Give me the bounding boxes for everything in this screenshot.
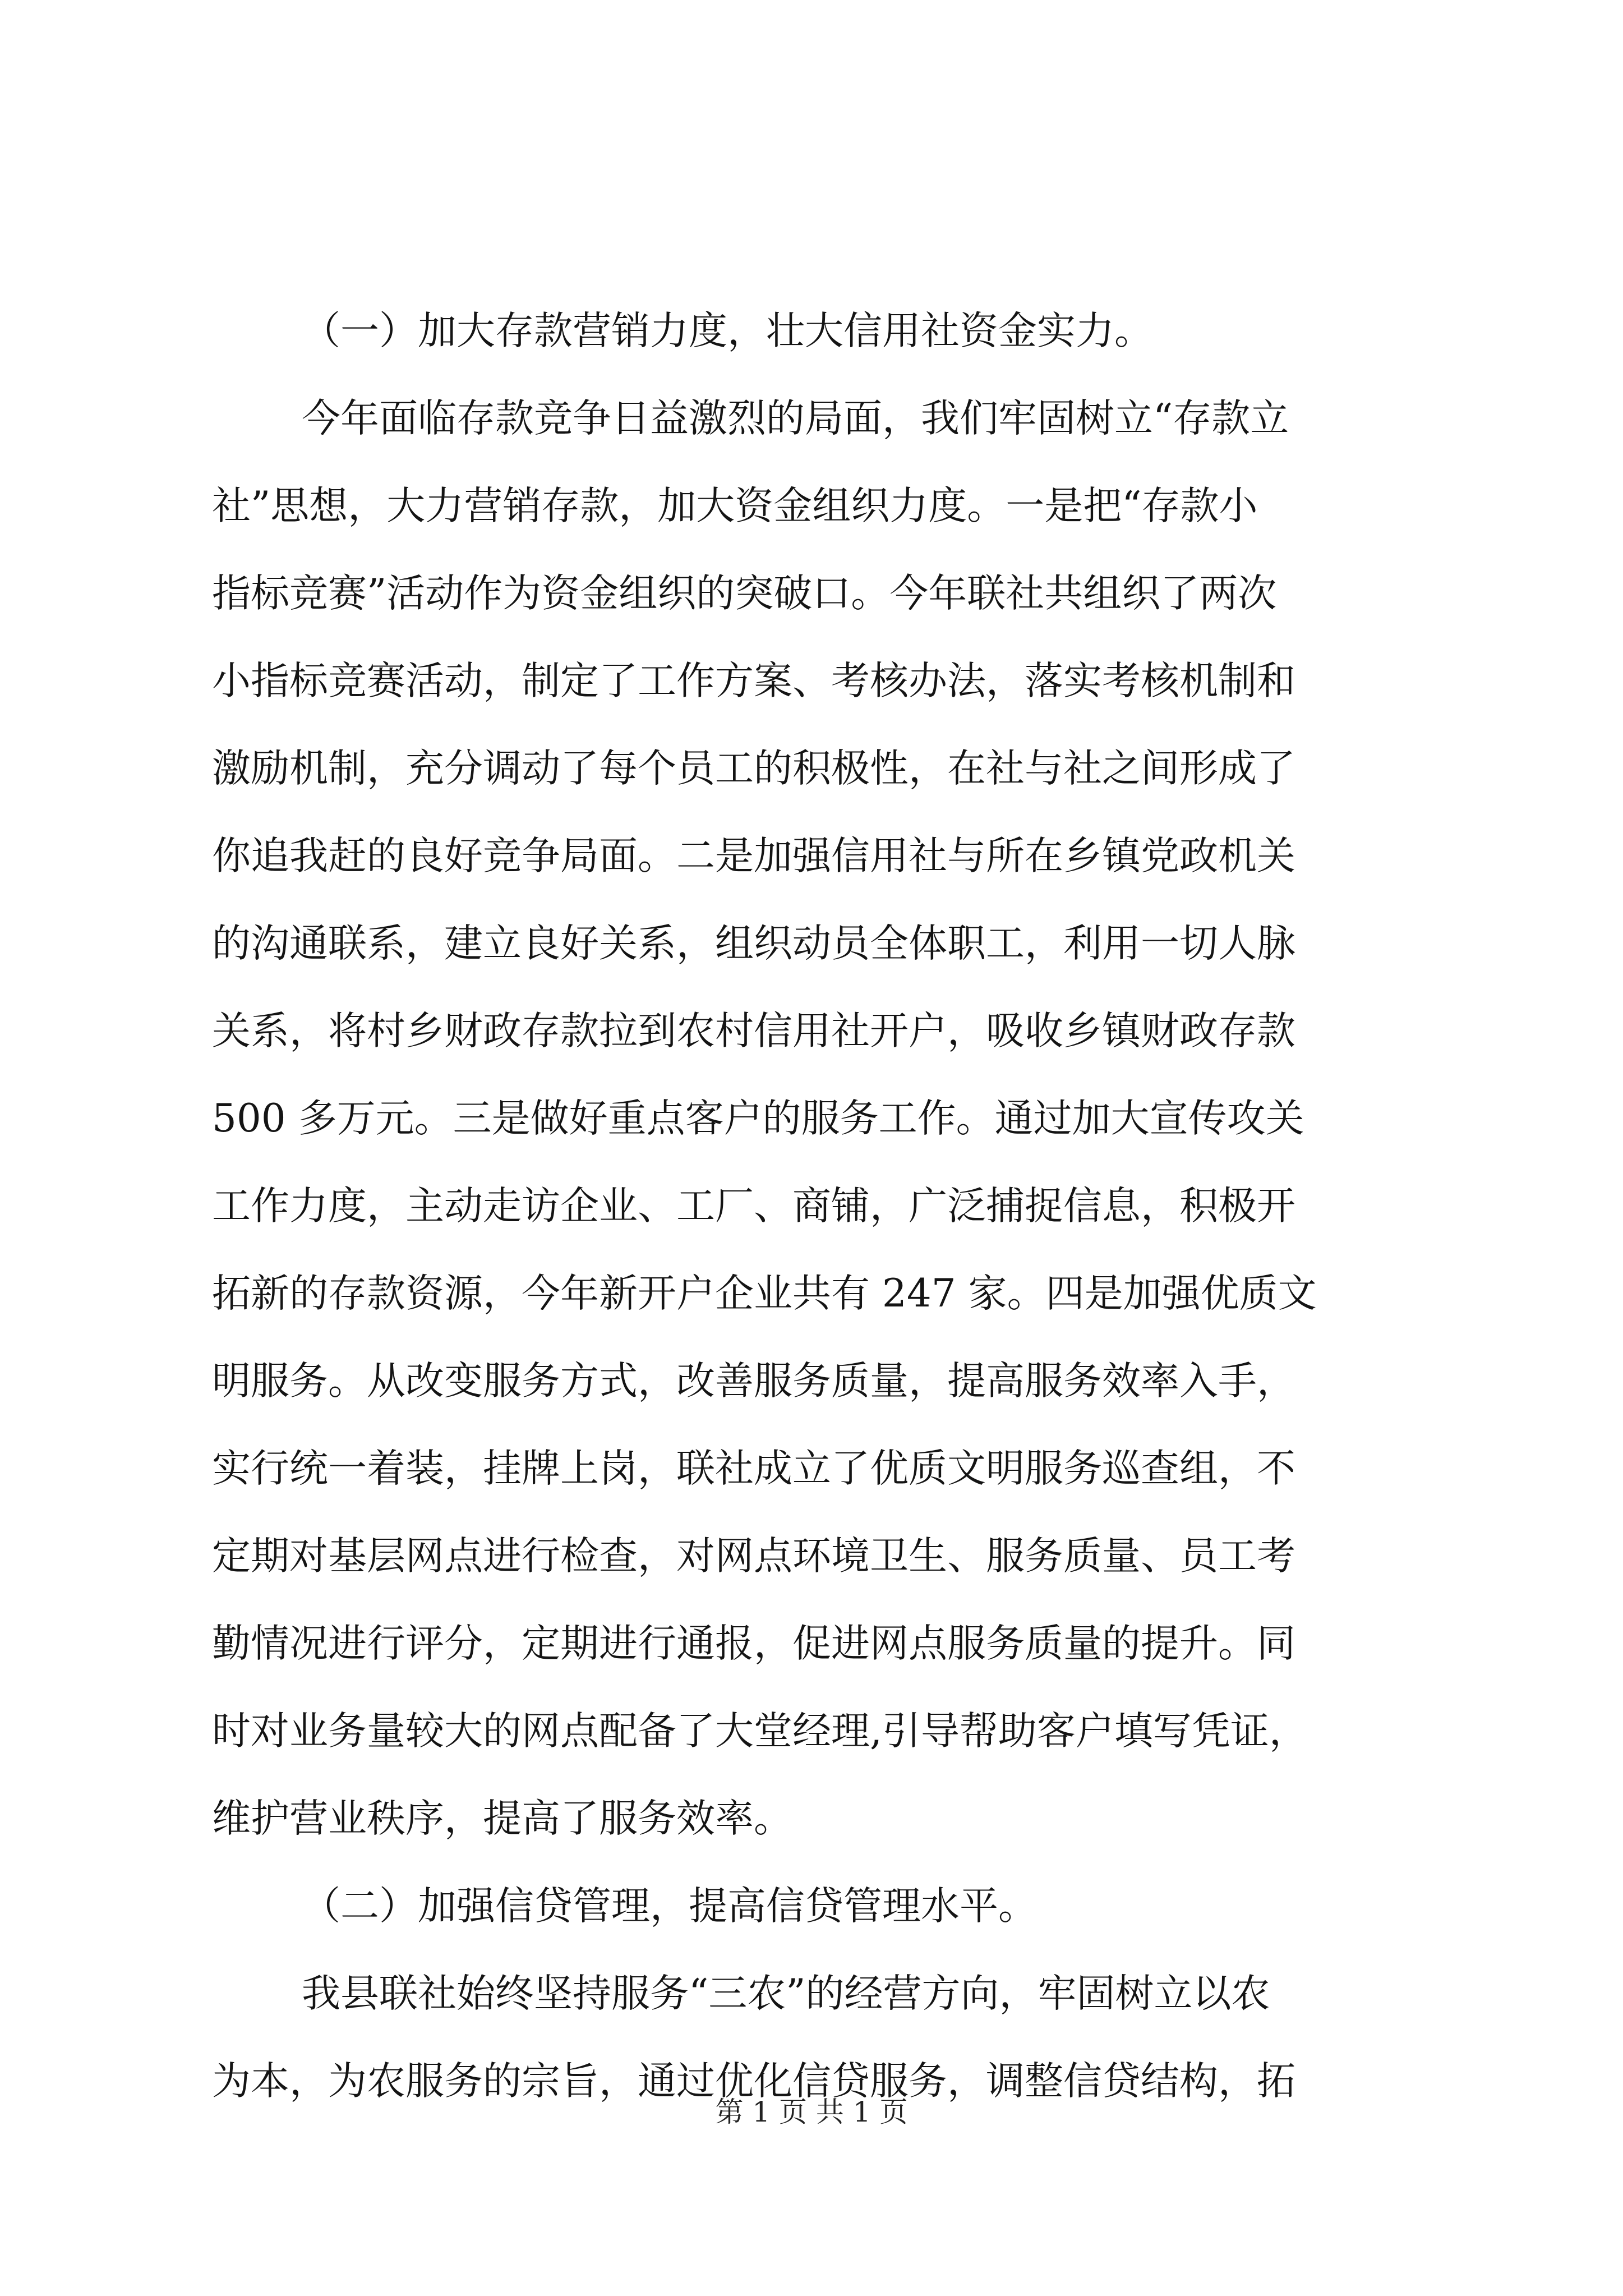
section-heading: （一）加大存款营销力度，壮大信用社资金实力。 [302,309,1153,353]
paragraph-line: 社”思想，大力营销存款，加大资金组织力度。一是把“存款小 [212,484,1258,528]
paragraph-line: 为本，为农服务的宗旨，通过优化信贷服务，调整信贷结构，拓 [212,2059,1295,2104]
paragraph-line: 工作力度，主动走访企业、工厂、商铺，广泛捕捉信息，积极开 [212,1184,1295,1228]
paragraph-line: 定期对基层网点进行检查，对网点环境卫生、服务质量、员工考 [212,1534,1295,1579]
paragraph-line: 明服务。从改变服务方式，改善服务质量，提高服务效率入手， [212,1359,1295,1404]
paragraph-line: 我县联社始终坚持服务“三农”的经营方向，牢固树立以农 [302,1971,1270,2016]
section-heading: （二）加强信贷管理，提高信贷管理水平。 [302,1884,1037,1929]
paragraph-line: 的沟通联系，建立良好关系，组织动员全体职工，利用一切人脉 [212,921,1295,966]
paragraph-line: 今年面临存款竞争日益激烈的局面，我们牢固树立“存款立 [302,396,1289,441]
paragraph-line: 指标竞赛”活动作为资金组织的突破口。今年联社共组织了两次 [212,571,1277,616]
paragraph-line: 关系，将村乡财政存款拉到农村信用社开户，吸收乡镇财政存款 [212,1009,1295,1053]
page-number-footer: 第 1 页 共 1 页 [715,2096,908,2128]
paragraph-line: 你追我赶的良好竞争局面。二是加强信用社与所在乡镇党政机关 [212,834,1295,878]
paragraph-line: 拓新的存款资源，今年新开户企业共有 247 家。四是加强优质文 [212,1271,1317,1316]
paragraph-line: 500 多万元。三是做好重点客户的服务工作。通过加大宣传攻关 [212,1096,1304,1141]
paragraph-line: 维护营业秩序，提高了服务效率。 [212,1796,792,1841]
paragraph-line: 小指标竞赛活动，制定了工作方案、考核办法，落实考核机制和 [212,659,1295,703]
paragraph-line: 激励机制，充分调动了每个员工的积极性，在社与社之间形成了 [212,746,1295,791]
paragraph-line: 勤情况进行评分，定期进行通报，促进网点服务质量的提升。同 [212,1621,1295,1666]
paragraph-line: 时对业务量较大的网点配备了大堂经理,引导帮助客户填写凭证， [212,1709,1308,1754]
paragraph-line: 实行统一着装，挂牌上岗，联社成立了优质文明服务巡查组，不 [212,1446,1295,1491]
